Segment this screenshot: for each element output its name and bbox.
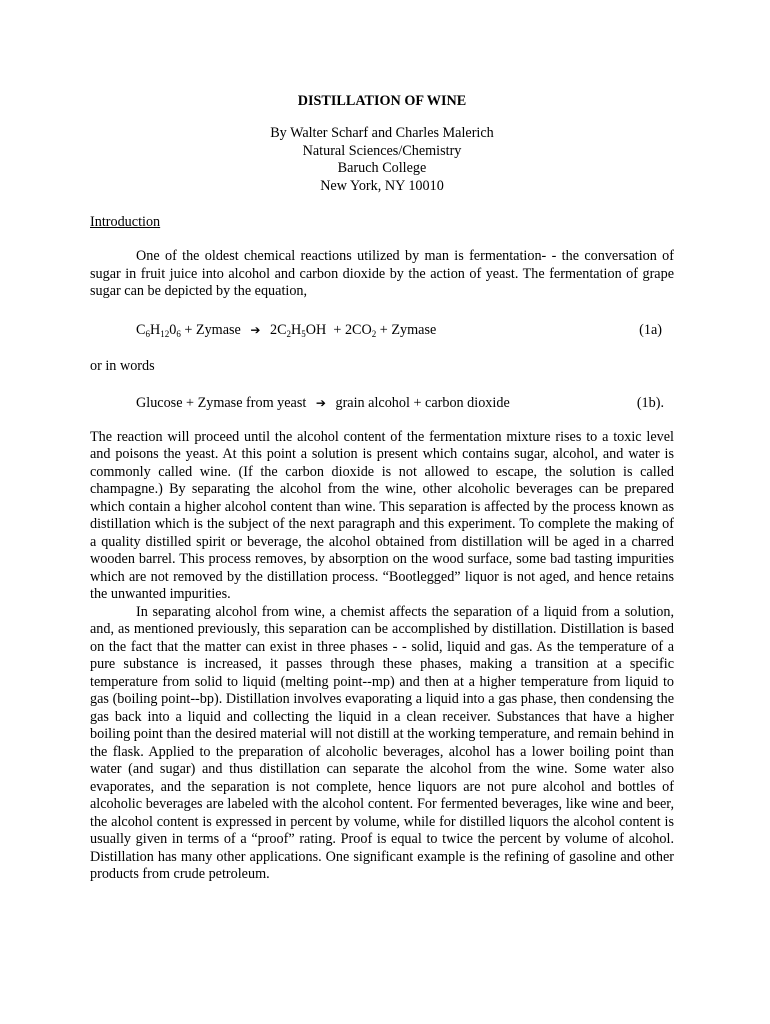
address-line: New York, NY 10010 — [320, 177, 444, 194]
equation-1a-body: $C_6H_{12}0_6$ + Zymase ➔ $2C_2H_5OH + 2CO_2$ + Zymase — [136, 321, 437, 339]
reaction-paragraph: The reaction will proceed until the alcohol content of the fermentation mixture rises to a toxic level and poisons the yeast. At this point a solution is present which contains sugar, alcohol, and water is commonly called wine. (If the carbon dioxide is not allowed to escape, the solution is called champagne.) By separating the alcohol from the wine, other alcoholic beverages can be prepared which contain a higher alcohol content than wine. This separation is affected by the process known as distillation which is the subject of the next paragraph and this experiment. To complete the making of a quality distilled spirit or beverage, the alcohol obtained from distillation will be aged in a charred wooden barrel. This process removes, by absorption on the wood surface, some bad tasting impurities which are not removed by the distillation process. “Bootlegged” liquor is not aged, and hence retains the unwanted impurities. — [90, 428, 674, 602]
department-line: Natural Sciences/Chemistry — [302, 142, 462, 159]
section-heading-introduction: Introduction — [90, 214, 161, 230]
intro-paragraph: One of the oldest chemical reactions utilized by man is fermentation- - the conversation of sugar in fruit juice into alcohol and carbon dioxide by the action of yeast. The fermentation of grape sugar can be depicted by the equation, — [90, 248, 674, 299]
institution-line: Baruch College — [337, 160, 427, 176]
author-block — [90, 125, 674, 195]
equation-number-1b: (1b). — [636, 394, 664, 411]
author-line: By Walter Scharf and Charles Malerich — [270, 125, 494, 141]
right-arrow-icon: ➔ — [250, 322, 261, 337]
equation-1b — [90, 394, 674, 412]
equation-1b-body — [136, 394, 510, 412]
equation-number-1a: (1a) — [639, 321, 662, 338]
separation-paragraph: In separating alcohol from wine, a chemist affects the separation of a liquid from a solution, and, as mentioned previously, this separation can be accomplished by distillation. Distillation is based on the fact that the matter can exist in three phases - - solid, liquid and gas. As the temperature of a pure substance is increased, it passes through these phases, making a transition at a specific temperature from solid to liquid (melting point--mp) and then at a higher temperature from liquid to gas (boiling point--bp). Distillation involves evaporating a liquid into a gas phase, then condensing the gas back into a liquid and collecting the liquid in a clean receiver. Substances that have a higher boiling point than the desired material will not distill at the working temperature, and remain behind in the flask. Applied to the preparation of alcoholic beverages, alcohol has a lower boiling point than water (and sugar) and thus distillation can separate the alcohol from the wine. Some water also evaporates, and the separation is not complete, hence liquors are not pure alcohol and bottles of alcoholic beverages are labeled with the alcohol content. For fermented beverages, like wine and beer, the alcohol content is expressed in percent by volume, while for distilled liquors the alcohol content is usually given in terms of a “proof” rating. Proof is equal to twice the percent by volume of alcohol. Distillation has many other applications. One significant example is the refining of gasoline and other products from crude petroleum. — [90, 603, 674, 882]
document-page — [90, 92, 674, 884]
equation-1b-right: grain alcohol + carbon dioxide — [335, 394, 510, 411]
equation-1b-left: Glucose + Zymase from yeast — [136, 394, 307, 411]
or-in-words-text: or in words — [90, 357, 155, 374]
document-title: DISTILLATION OF WINE — [297, 93, 467, 109]
equation-1a — [90, 321, 674, 339]
right-arrow-icon: ➔ — [315, 395, 326, 410]
